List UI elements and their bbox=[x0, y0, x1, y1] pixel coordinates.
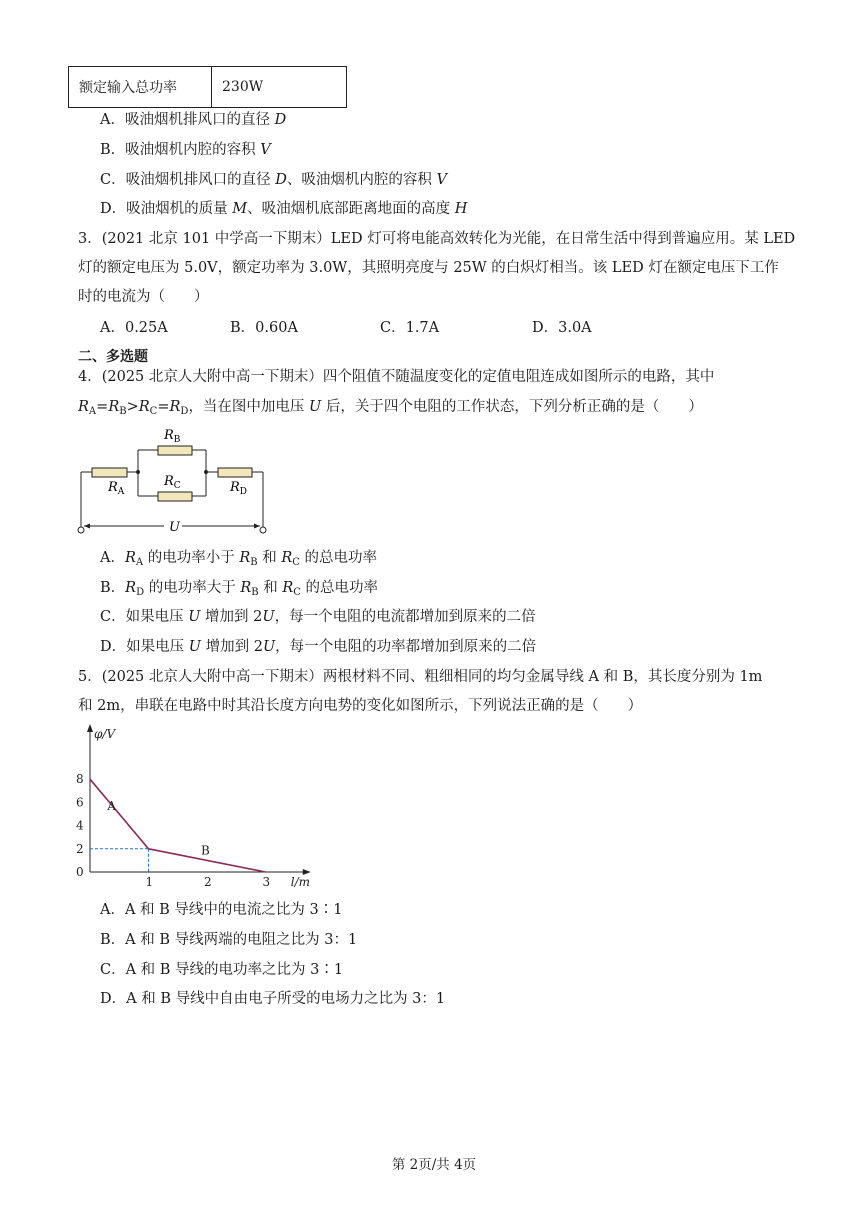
q3-option-a: A．0.25A bbox=[100, 320, 168, 336]
section-title: 二、多选题 bbox=[78, 349, 148, 365]
resistor-b bbox=[158, 446, 192, 455]
q3-line-3: 时的电流为（ ） bbox=[78, 289, 209, 305]
q4-option-d: D．如果电压 U 增加到 2U，每一个电阻的功率都增加到原来的二倍 bbox=[100, 639, 537, 655]
q5-line-2: 和 2m，串联在电路中时其沿长度方向电势的变化如图所示，下列说法正确的是（ ） bbox=[78, 698, 643, 714]
x-tick-label: 1 bbox=[145, 875, 154, 889]
spec-table bbox=[68, 66, 347, 108]
spec-label: 额定输入总功率 bbox=[69, 67, 212, 108]
y-axis-label: φ/V bbox=[94, 727, 116, 741]
y-tick-label: 6 bbox=[76, 795, 84, 810]
q2-option-c: C．吸油烟机排风口的直径 D、吸油烟机内腔的容积 V bbox=[100, 172, 447, 188]
spec-value: 230W bbox=[212, 67, 347, 108]
y-tick-label: 2 bbox=[76, 841, 84, 856]
x-tick-label: 2 bbox=[204, 875, 212, 889]
label-ra: $R_A$ bbox=[108, 480, 125, 497]
q4-option-c: C．如果电压 U 增加到 2U，每一个电阻的电流都增加到原来的二倍 bbox=[100, 609, 536, 625]
q5-line-1: 5．(2025 北京人大附中高一下期末）两根材料不同、粗细相同的均匀金属导线 A 和 B，其长度分别为 1m bbox=[78, 669, 763, 685]
q3-option-c: C．1.7A bbox=[380, 320, 440, 336]
resistor-d bbox=[218, 468, 252, 477]
x-axis-label: l/m bbox=[290, 875, 311, 889]
q2-option-a: A．吸油烟机排风口的直径 D bbox=[100, 112, 287, 128]
q5-option-c: C．A 和 B 导线的电功率之比为 3∶1 bbox=[100, 962, 344, 978]
label-u: U bbox=[169, 520, 180, 535]
potential-graph bbox=[68, 722, 318, 894]
label-rd: $R_D$ bbox=[230, 480, 248, 497]
q4-line-1: 4．(2025 北京人大附中高一下期末）四个阻值不随温度变化的定值电阻连成如图所示的电路，其中 bbox=[78, 369, 715, 385]
circuit-diagram bbox=[74, 420, 274, 538]
y-tick-label: 8 bbox=[76, 772, 84, 787]
y-tick-label: 4 bbox=[76, 818, 84, 833]
series-line-a bbox=[90, 779, 149, 849]
q2-option-d: D．吸油烟机的质量 M、吸油烟机底部距离地面的高度 H bbox=[100, 201, 468, 217]
series-label-a: A bbox=[107, 799, 116, 813]
q3-line-1: 3．(2021 北京 101 中学高一下期末）LED 灯可将电能高效转化为光能，在日常生活中得到普遍应用。某 LED bbox=[78, 231, 796, 247]
resistor-c bbox=[158, 492, 192, 501]
q5-option-a: A．A 和 B 导线中的电流之比为 3∶1 bbox=[100, 902, 343, 918]
series-label-b: B bbox=[201, 843, 210, 858]
q4-option-a: A．$R_A$ 的电功率小于 $R_B$ 和 $R_C$ 的总电功率 bbox=[100, 550, 378, 568]
q4-option-b: B．$R_D$ 的电功率大于 $R_B$ 和 $R_C$ 的总电功率 bbox=[100, 580, 379, 598]
q3-option-d: D．3.0A bbox=[532, 320, 592, 336]
q5-option-d: D．A 和 B 导线中自由电子所受的电场力之比为 3：1 bbox=[100, 991, 446, 1007]
resistor-a bbox=[92, 468, 127, 477]
q2-option-b: B．吸油烟机内腔的容积 V bbox=[100, 142, 271, 158]
label-rb: $R_B$ bbox=[164, 428, 181, 445]
y-axis-arrow bbox=[87, 724, 93, 732]
origin-label: 0 bbox=[76, 865, 84, 879]
x-tick-label: 3 bbox=[262, 875, 271, 889]
q3-option-b: B．0.60A bbox=[230, 320, 298, 336]
q5-option-b: B．A 和 B 导线两端的电阻之比为 3：1 bbox=[100, 932, 358, 948]
q3-line-2: 灯的额定电压为 5.0V，额定功率为 3.0W，其照明亮度与 25W 的白炽灯相当。该 LED 灯在额定电压下工作 bbox=[78, 260, 779, 276]
label-rc: $R_C$ bbox=[164, 474, 181, 491]
page-footer: 第 2页/共 4页 bbox=[391, 1157, 477, 1173]
q4-line-2: $R_A=R_B>R_C=R_D$，当在图中加电压 U 后，关于四个电阻的工作状态，下列分析正确的是（ ） bbox=[78, 399, 703, 417]
